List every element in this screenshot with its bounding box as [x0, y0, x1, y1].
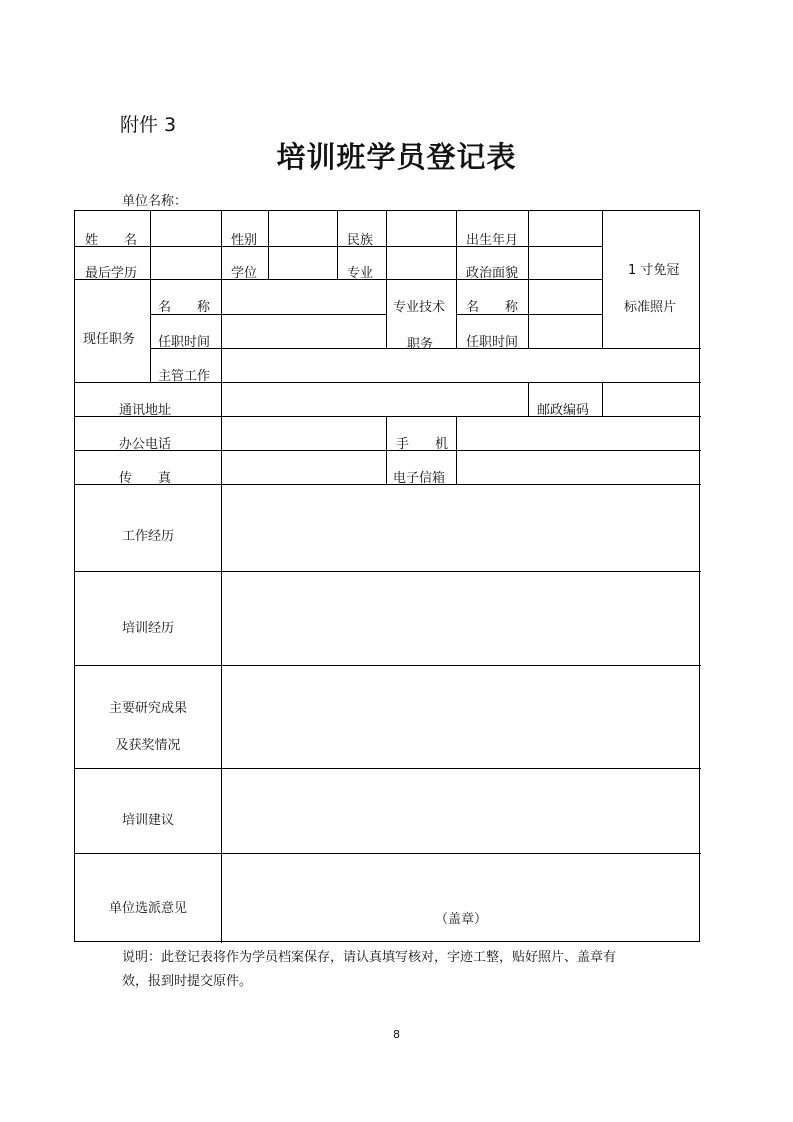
col-line — [456, 416, 457, 484]
training-suggestions-label: 培训建议 — [121, 813, 174, 828]
work-history-label: 工作经历 — [121, 529, 174, 544]
tech-time-label: 任职时间 — [466, 335, 519, 350]
post-name-label: 名 称 — [158, 300, 211, 315]
gender-label: 性别 — [231, 233, 258, 248]
col-line — [221, 211, 222, 279]
attachment-label: 附件 3 — [120, 114, 177, 136]
row-line — [75, 279, 603, 280]
tech-post-label-line2: 职务 — [407, 337, 434, 352]
col-line — [386, 211, 387, 348]
row-line — [386, 348, 701, 349]
col-line — [150, 211, 151, 279]
col-line — [268, 211, 269, 279]
row-line — [75, 571, 701, 572]
col-line — [221, 382, 222, 484]
col-line — [221, 484, 222, 943]
address-label: 通讯地址 — [119, 403, 172, 418]
instructions-line1: 说明：此登记表将作为学员档案保存，请认真填写核对，字迹工整，贴好照片、盖章有 — [122, 950, 617, 965]
achievements-label-line1: 主要研究成果 — [108, 701, 187, 716]
photo-label-line2: 标准照片 — [624, 300, 677, 315]
col-line — [602, 382, 603, 416]
achievements-label-line2: 及获奖情况 — [115, 738, 181, 753]
col-line — [528, 382, 529, 416]
row-line — [75, 768, 701, 769]
education-label: 最后学历 — [85, 266, 138, 281]
mobile-label: 手 机 — [396, 437, 449, 452]
form-title: 培训班学员登记表 — [276, 140, 517, 174]
col-line — [150, 279, 151, 382]
col-line — [221, 279, 222, 382]
political-status-label: 政治面貌 — [466, 266, 519, 281]
row-line — [75, 665, 701, 666]
birth-date-label: 出生年月 — [466, 233, 519, 248]
unit-opinion-label: 单位选派意见 — [108, 901, 187, 916]
post-time-label: 任职时间 — [158, 335, 211, 350]
seal-label: （盖章） — [434, 912, 487, 927]
major-label: 专业 — [347, 266, 374, 281]
degree-label: 学位 — [231, 266, 258, 281]
current-post-label: 现任职务 — [83, 332, 136, 347]
row-line — [75, 246, 603, 247]
training-history-label: 培训经历 — [121, 621, 174, 636]
col-line — [528, 211, 529, 348]
instructions-line2: 效，报到时提交原件。 — [122, 974, 253, 989]
unit-name-label: 单位名称： — [122, 194, 188, 209]
name-label: 姓 名 — [85, 233, 138, 248]
tech-name-label: 名 称 — [466, 300, 519, 315]
office-phone-label: 办公电话 — [119, 437, 172, 452]
registration-table — [74, 210, 700, 942]
photo-label-line1: 1 寸免冠 — [628, 263, 680, 278]
email-label: 电子信箱 — [393, 471, 446, 486]
tech-post-label-line1: 专业技术 — [393, 300, 446, 315]
page-number: 8 — [393, 1028, 400, 1041]
ethnicity-label: 民族 — [347, 233, 374, 248]
col-line — [337, 211, 338, 279]
post-duty-label: 主管工作 — [158, 369, 211, 384]
fax-label: 传 真 — [119, 471, 172, 486]
col-line — [456, 211, 457, 348]
col-line — [386, 416, 387, 484]
row-line — [75, 853, 701, 854]
col-line — [602, 211, 603, 348]
postcode-label: 邮政编码 — [537, 403, 590, 418]
